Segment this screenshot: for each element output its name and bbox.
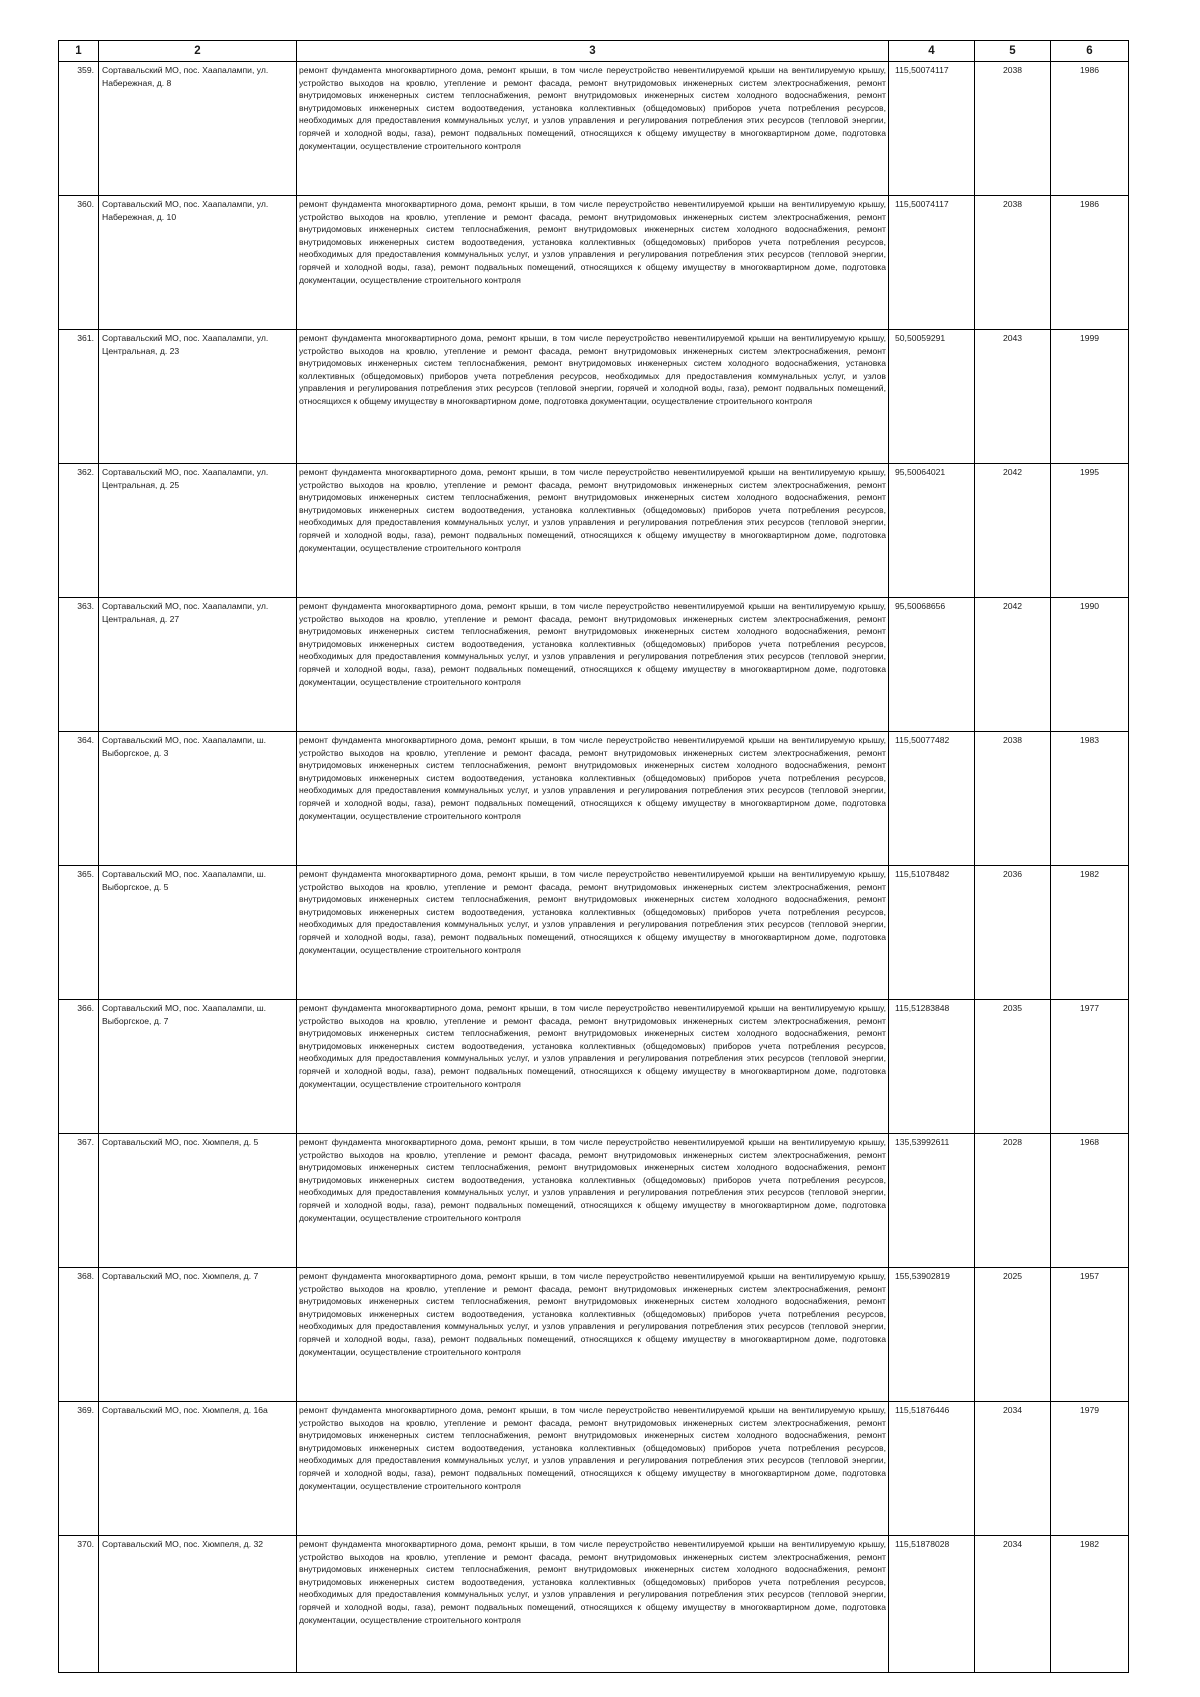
row-number: 360. (59, 196, 99, 330)
repair-works: ремонт фундамента многоквартирного дома, ремонт крыши, в том числе переустройство невентилируемой крыши на вентилируемую крышу, устройство выходов на кровлю, утепление и ремонт фасада, ремонт внутридомовых инженерных систем электроснабжения, ремонт внутридомовых инженерных систем теплоснабжения, ремонт внутридомовых инженерных систем холодного водоснабжения, ремонт внутридомовых инженерных систем водоотведения, установка коллективных (общедомовых) приборов учета потребления ресурсов, необходимых для предоставления коммунальных услуг, и узлов управления и регулирования потребления этих ресурсов (тепловой энергии, горячей и холодной воды, газа), ремонт подвальных помещений, относящихся к общему имуществу в многоквартирном доме, подготовка документации, осуществление строительного контроля (297, 1134, 889, 1268)
planned-year: 2042 (975, 464, 1051, 598)
row-number: 368. (59, 1268, 99, 1402)
table-row (59, 330, 1129, 464)
construction-year: 1977 (1051, 1000, 1129, 1134)
area-value: 95,50064021 (889, 464, 975, 598)
column-header-1: 1 (59, 41, 99, 62)
table-row (59, 866, 1129, 1000)
area-value: 95,50068656 (889, 598, 975, 732)
area-value: 155,53902819 (889, 1268, 975, 1402)
area-value: 115,50077482 (889, 732, 975, 866)
row-number: 365. (59, 866, 99, 1000)
column-number-row (59, 41, 1129, 62)
construction-year: 1999 (1051, 330, 1129, 464)
table-row (59, 1000, 1129, 1134)
table-row (59, 1134, 1129, 1268)
repair-works: ремонт фундамента многоквартирного дома, ремонт крыши, в том числе переустройство невентилируемой крыши на вентилируемую крышу, устройство выходов на кровлю, утепление и ремонт фасада, ремонт внутридомовых инженерных систем электроснабжения, ремонт внутридомовых инженерных систем теплоснабжения, ремонт внутридомовых инженерных систем холодного водоснабжения, ремонт внутридомовых инженерных систем водоотведения, установка коллективных (общедомовых) приборов учета потребления ресурсов, необходимых для предоставления коммунальных услуг, и узлов управления и регулирования потребления этих ресурсов (тепловой энергии, горячей и холодной воды, газа), ремонт подвальных помещений, относящихся к общему имуществу в многоквартирном доме, подготовка документации, осуществление строительного контроля (297, 598, 889, 732)
row-number: 367. (59, 1134, 99, 1268)
building-address: Сортавальский МО, пос. Хаапалампи, ул. Центральная, д. 27 (99, 598, 297, 732)
area-value: 135,53992611 (889, 1134, 975, 1268)
construction-year: 1986 (1051, 62, 1129, 196)
column-header-5: 5 (975, 41, 1051, 62)
planned-year: 2042 (975, 598, 1051, 732)
repair-works: ремонт фундамента многоквартирного дома, ремонт крыши, в том числе переустройство невентилируемой крыши на вентилируемую крышу, устройство выходов на кровлю, утепление и ремонт фасада, ремонт внутридомовых инженерных систем электроснабжения, ремонт внутридомовых инженерных систем теплоснабжения, ремонт внутридомовых инженерных систем холодного водоснабжения, ремонт внутридомовых инженерных систем водоотведения, установка коллективных (общедомовых) приборов учета потребления ресурсов, необходимых для предоставления коммунальных услуг, и узлов управления и регулирования потребления этих ресурсов (тепловой энергии, горячей и холодной воды, газа), ремонт подвальных помещений, относящихся к общему имуществу в многоквартирном доме, подготовка документации, осуществление строительного контроля (297, 732, 889, 866)
table-row (59, 1402, 1129, 1536)
construction-year: 1979 (1051, 1402, 1129, 1536)
table-row (59, 196, 1129, 330)
construction-year: 1982 (1051, 866, 1129, 1000)
building-address: Сортавальский МО, пос. Хюмпеля, д. 7 (99, 1268, 297, 1402)
area-value: 50,50059291 (889, 330, 975, 464)
building-address: Сортавальский МО, пос. Хюмпеля, д. 32 (99, 1536, 297, 1673)
planned-year: 2028 (975, 1134, 1051, 1268)
row-number: 363. (59, 598, 99, 732)
row-number: 370. (59, 1536, 99, 1673)
repair-works: ремонт фундамента многоквартирного дома, ремонт крыши, в том числе переустройство невентилируемой крыши на вентилируемую крышу, устройство выходов на кровлю, утепление и ремонт фасада, ремонт внутридомовых инженерных систем электроснабжения, ремонт внутридомовых инженерных систем теплоснабжения, ремонт внутридомовых инженерных систем холодного водоснабжения, ремонт внутридомовых инженерных систем водоотведения, установка коллективных (общедомовых) приборов учета потребления ресурсов, необходимых для предоставления коммунальных услуг, и узлов управления и регулирования потребления этих ресурсов (тепловой энергии, горячей и холодной воды, газа), ремонт подвальных помещений, относящихся к общему имуществу в многоквартирном доме, подготовка документации, осуществление строительного контроля (297, 464, 889, 598)
table-row (59, 464, 1129, 598)
row-number: 359. (59, 62, 99, 196)
building-address: Сортавальский МО, пос. Хюмпеля, д. 16а (99, 1402, 297, 1536)
repair-works: ремонт фундамента многоквартирного дома, ремонт крыши, в том числе переустройство невентилируемой крыши на вентилируемую крышу, устройство выходов на кровлю, утепление и ремонт фасада, ремонт внутридомовых инженерных систем электроснабжения, ремонт внутридомовых инженерных систем теплоснабжения, ремонт внутридомовых инженерных систем холодного водоснабжения, ремонт внутридомовых инженерных систем водоотведения, установка коллективных (общедомовых) приборов учета потребления ресурсов, необходимых для предоставления коммунальных услуг, и узлов управления и регулирования потребления этих ресурсов (тепловой энергии, горячей и холодной воды, газа), ремонт подвальных помещений, относящихся к общему имуществу в многоквартирном доме, подготовка документации, осуществление строительного контроля (297, 1268, 889, 1402)
table-row (59, 1536, 1129, 1673)
row-number: 369. (59, 1402, 99, 1536)
row-number: 361. (59, 330, 99, 464)
area-value: 115,51878028 (889, 1536, 975, 1673)
repair-works: ремонт фундамента многоквартирного дома, ремонт крыши, в том числе переустройство невентилируемой крыши на вентилируемую крышу, устройство выходов на кровлю, утепление и ремонт фасада, ремонт внутридомовых инженерных систем электроснабжения, ремонт внутридомовых инженерных систем теплоснабжения, ремонт внутридомовых инженерных систем холодного водоснабжения, ремонт внутридомовых инженерных систем водоотведения, установка коллективных (общедомовых) приборов учета потребления ресурсов, необходимых для предоставления коммунальных услуг, и узлов управления и регулирования потребления этих ресурсов (тепловой энергии, горячей и холодной воды, газа), ремонт подвальных помещений, относящихся к общему имуществу в многоквартирном доме, подготовка документации, осуществление строительного контроля (297, 1402, 889, 1536)
construction-year: 1957 (1051, 1268, 1129, 1402)
repair-works: ремонт фундамента многоквартирного дома, ремонт крыши, в том числе переустройство невентилируемой крыши на вентилируемую крышу, устройство выходов на кровлю, утепление и ремонт фасада, ремонт внутридомовых инженерных систем электроснабжения, ремонт внутридомовых инженерных систем теплоснабжения, ремонт внутридомовых инженерных систем холодного водоснабжения, ремонт внутридомовых инженерных систем водоотведения, установка коллективных (общедомовых) приборов учета потребления ресурсов, необходимых для предоставления коммунальных услуг, и узлов управления и регулирования потребления этих ресурсов (тепловой энергии, горячей и холодной воды, газа), ремонт подвальных помещений, относящихся к общему имуществу в многоквартирном доме, подготовка документации, осуществление строительного контроля (297, 866, 889, 1000)
area-value: 115,51078482 (889, 866, 975, 1000)
table-row (59, 1268, 1129, 1402)
building-address: Сортавальский МО, пос. Хаапалампи, ш. Выборгское, д. 5 (99, 866, 297, 1000)
area-value: 115,51283848 (889, 1000, 975, 1134)
document-page (58, 40, 1128, 1673)
planned-year: 2036 (975, 866, 1051, 1000)
area-value: 115,50074117 (889, 196, 975, 330)
column-header-3: 3 (297, 41, 889, 62)
construction-year: 1995 (1051, 464, 1129, 598)
capital-repair-table (58, 40, 1129, 1673)
construction-year: 1968 (1051, 1134, 1129, 1268)
row-number: 364. (59, 732, 99, 866)
building-address: Сортавальский МО, пос. Хюмпеля, д. 5 (99, 1134, 297, 1268)
construction-year: 1983 (1051, 732, 1129, 866)
table-row (59, 598, 1129, 732)
planned-year: 2038 (975, 62, 1051, 196)
table-body (59, 62, 1129, 1673)
repair-works: ремонт фундамента многоквартирного дома, ремонт крыши, в том числе переустройство невентилируемой крыши на вентилируемую крышу, устройство выходов на кровлю, утепление и ремонт фасада, ремонт внутридомовых инженерных систем электроснабжения, ремонт внутридомовых инженерных систем теплоснабжения, ремонт внутридомовых инженерных систем холодного водоснабжения, ремонт внутридомовых инженерных систем водоотведения, установка коллективных (общедомовых) приборов учета потребления ресурсов, необходимых для предоставления коммунальных услуг, и узлов управления и регулирования потребления этих ресурсов (тепловой энергии, горячей и холодной воды, газа), ремонт подвальных помещений, относящихся к общему имуществу в многоквартирном доме, подготовка документации, осуществление строительного контроля (297, 62, 889, 196)
area-value: 115,51876446 (889, 1402, 975, 1536)
building-address: Сортавальский МО, пос. Хаапалампи, ул. Набережная, д. 8 (99, 62, 297, 196)
building-address: Сортавальский МО, пос. Хаапалампи, ул. Набережная, д. 10 (99, 196, 297, 330)
planned-year: 2043 (975, 330, 1051, 464)
building-address: Сортавальский МО, пос. Хаапалампи, ул. Центральная, д. 25 (99, 464, 297, 598)
repair-works: ремонт фундамента многоквартирного дома, ремонт крыши, в том числе переустройство невентилируемой крыши на вентилируемую крышу, устройство выходов на кровлю, утепление и ремонт фасада, ремонт внутридомовых инженерных систем электроснабжения, ремонт внутридомовых инженерных систем теплоснабжения, ремонт внутридомовых инженерных систем холодного водоснабжения, ремонт внутридомовых инженерных систем водоотведения, установка коллективных (общедомовых) приборов учета потребления ресурсов, необходимых для предоставления коммунальных услуг, и узлов управления и регулирования потребления этих ресурсов (тепловой энергии, горячей и холодной воды, газа), ремонт подвальных помещений, относящихся к общему имуществу в многоквартирном доме, подготовка документации, осуществление строительного контроля (297, 1000, 889, 1134)
repair-works: ремонт фундамента многоквартирного дома, ремонт крыши, в том числе переустройство невентилируемой крыши на вентилируемую крышу, устройство выходов на кровлю, утепление и ремонт фасада, ремонт внутридомовых инженерных систем электроснабжения, ремонт внутридомовых инженерных систем теплоснабжения, ремонт внутридомовых инженерных систем холодного водоснабжения, ремонт внутридомовых инженерных систем водоотведения, установка коллективных (общедомовых) приборов учета потребления ресурсов, необходимых для предоставления коммунальных услуг, и узлов управления и регулирования потребления этих ресурсов (тепловой энергии, горячей и холодной воды, газа), ремонт подвальных помещений, относящихся к общему имуществу в многоквартирном доме, подготовка документации, осуществление строительного контроля (297, 1536, 889, 1673)
table-row (59, 732, 1129, 866)
planned-year: 2038 (975, 196, 1051, 330)
column-header-4: 4 (889, 41, 975, 62)
planned-year: 2034 (975, 1536, 1051, 1673)
row-number: 362. (59, 464, 99, 598)
planned-year: 2038 (975, 732, 1051, 866)
building-address: Сортавальский МО, пос. Хаапалампи, ш. Выборгское, д. 7 (99, 1000, 297, 1134)
column-header-6: 6 (1051, 41, 1129, 62)
repair-works: ремонт фундамента многоквартирного дома, ремонт крыши, в том числе переустройство невентилируемой крыши на вентилируемую крышу, устройство выходов на кровлю, утепление и ремонт фасада, ремонт внутридомовых инженерных систем электроснабжения, ремонт внутридомовых инженерных систем теплоснабжения, ремонт внутридомовых инженерных систем холодного водоснабжения, установка коллективных (общедомовых) приборов учета потребления ресурсов, необходимых для предоставления коммунальных услуг, и узлов управления и регулирования потребления этих ресурсов (тепловой энергии, горячей и холодной воды, газа), ремонт подвальных помещений, относящихся к общему имуществу в многоквартирном доме, подготовка документации, осуществление строительного контроля (297, 330, 889, 464)
construction-year: 1986 (1051, 196, 1129, 330)
building-address: Сортавальский МО, пос. Хаапалампи, ш. Выборгское, д. 3 (99, 732, 297, 866)
building-address: Сортавальский МО, пос. Хаапалампи, ул. Центральная, д. 23 (99, 330, 297, 464)
planned-year: 2035 (975, 1000, 1051, 1134)
planned-year: 2034 (975, 1402, 1051, 1536)
construction-year: 1990 (1051, 598, 1129, 732)
planned-year: 2025 (975, 1268, 1051, 1402)
repair-works: ремонт фундамента многоквартирного дома, ремонт крыши, в том числе переустройство невентилируемой крыши на вентилируемую крышу, устройство выходов на кровлю, утепление и ремонт фасада, ремонт внутридомовых инженерных систем электроснабжения, ремонт внутридомовых инженерных систем теплоснабжения, ремонт внутридомовых инженерных систем холодного водоснабжения, ремонт внутридомовых инженерных систем водоотведения, установка коллективных (общедомовых) приборов учета потребления ресурсов, необходимых для предоставления коммунальных услуг, и узлов управления и регулирования потребления этих ресурсов (тепловой энергии, горячей и холодной воды, газа), ремонт подвальных помещений, относящихся к общему имуществу в многоквартирном доме, подготовка документации, осуществление строительного контроля (297, 196, 889, 330)
table-row (59, 62, 1129, 196)
column-header-2: 2 (99, 41, 297, 62)
area-value: 115,50074117 (889, 62, 975, 196)
construction-year: 1982 (1051, 1536, 1129, 1673)
row-number: 366. (59, 1000, 99, 1134)
